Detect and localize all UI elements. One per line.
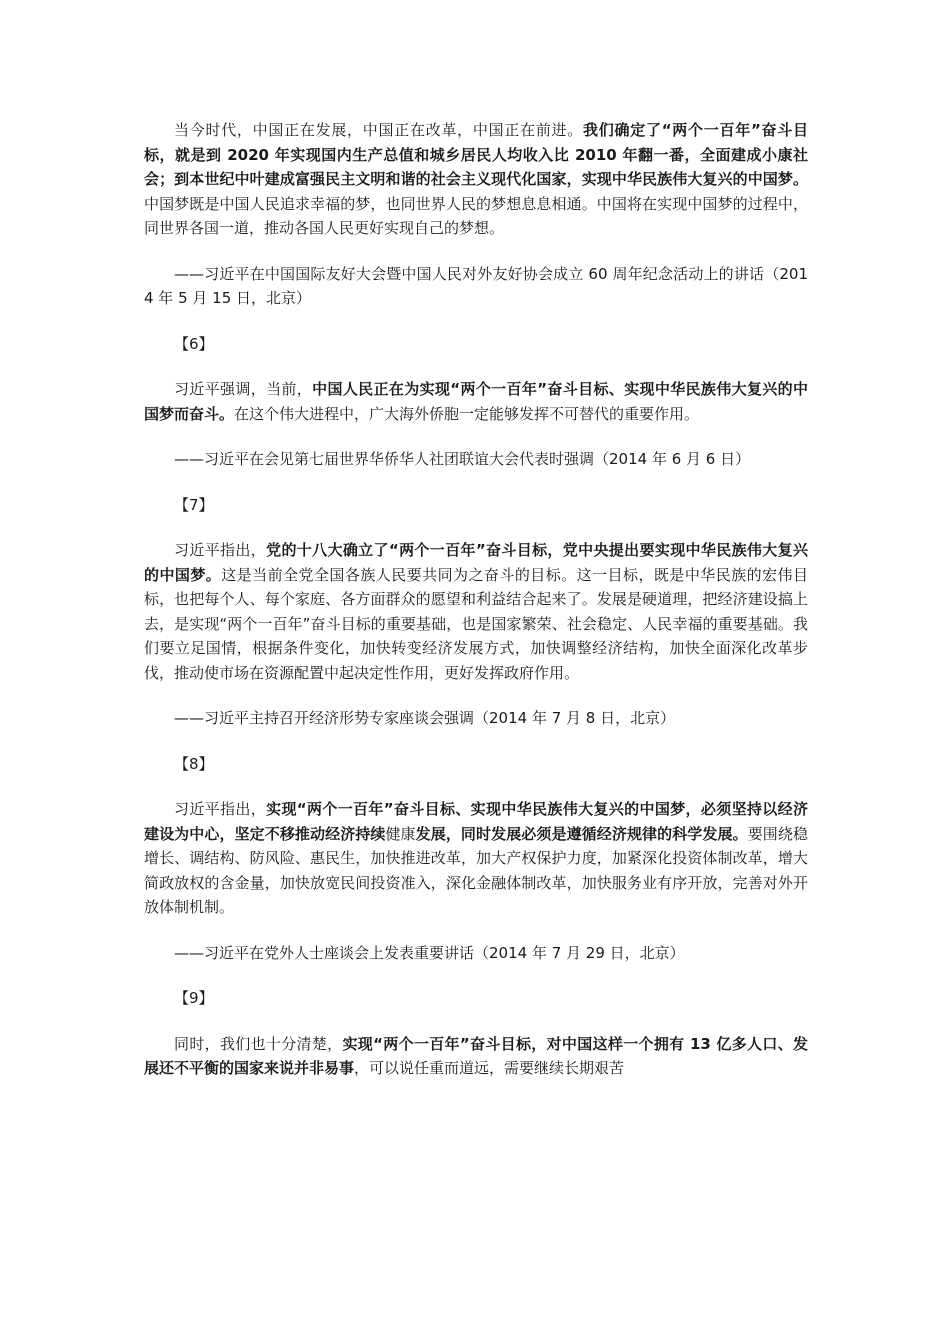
paragraph-3-segment-2-bold: 党的十八大确立了“两个一百年”奋斗目标，党中央提出要实现中华民族伟大复兴的中国梦。	[144, 541, 808, 584]
paragraph-1	[144, 118, 808, 241]
section-marker-6: 【6】	[174, 334, 214, 353]
section-marker-8: 【8】	[174, 754, 214, 773]
paragraph-3-segment-3: 这是当前全党全国各族人民要共同为之奋斗的目标。这一目标，既是中华民族的宏伟目标，也把每个人、每个家庭、各方面群众的愿望和利益结合起来了。发展是硬道理，把经济建设搞上去，是实现“两个一百年”奋斗目标的重要基础，也是国家繁荣、社会稳定、人民幸福的重要基础。我们要立足国情，根据条件变化，加快转变经济发展方式，加快调整经济结构，加快全面深化改革步伐，推动使市场在资源配置中起决定性作用，更好发挥政府作用。	[144, 565, 808, 682]
paragraph-2-segment-2-bold: 中国人民正在为实现“两个一百年”奋斗目标、实现中华民族伟大复兴的中国梦而奋斗。	[144, 380, 808, 423]
paragraph-2	[144, 377, 808, 426]
paragraph-5-segment-2-bold: 实现“两个一百年”奋斗目标，对中国这样一个拥有 13 亿多人口、发展还不平衡的国家来说并非易事	[144, 1034, 808, 1077]
paragraph-1-segment-1: 当今时代，中国正在发展，中国正在改革，中国正在前进。	[174, 121, 584, 139]
paragraph-4-segment-4-bold: 发展，同时发展必须是遵循经济规律的科学发展。	[415, 824, 748, 843]
document-page	[144, 118, 808, 1102]
paragraph-4-segment-2-bold: 实现“两个一百年”奋斗目标、实现中华民族伟大复兴的中国梦，必须坚持以经济建设为中心，坚定不移推动经济持续	[144, 800, 808, 843]
source-citation-2: ——习近平在会见第七届世界华侨华人社团联谊大会代表时强调（2014 年 6 月 6 日）	[174, 450, 751, 468]
paragraph-1-segment-2-bold: 我们确定了“两个一百年”奋斗目标，就是到 2020 年实现国内生产总值和城乡居民人均收入比 2010 年翻一番，全面建成小康社会；到本世纪中叶建成富强民主文明和谐的社会主义现代化国家，实现中华民族伟大复兴的中国梦。	[144, 121, 808, 188]
section-marker-7: 【7】	[174, 495, 214, 514]
paragraph-4-segment-1: 习近平指出，	[174, 800, 267, 818]
source-citation-4: ——习近平在党外人士座谈会上发表重要讲话（2014 年 7 月 29 日，北京）	[174, 943, 685, 962]
paragraph-1-segment-3: 中国梦既是中国人民追求幸福的梦，也同世界人民的梦想息息相通。中国将在实现中国梦的过程中，同世界各国一道，推动各国人民更好实现自己的梦想。	[144, 194, 808, 237]
paragraph-4-segment-5: 要围绕稳增长、调结构、防风险、惠民生，加快推进改革，加大产权保护力度，加紧深化投资体制改革，增大简政放权的含金量，加快放宽民间投资准入，深化金融体制改革，加快服务业有序开放，完善对外开放体制机制。	[144, 824, 808, 916]
section-marker-9: 【9】	[174, 989, 214, 1007]
paragraph-5-segment-1: 同时，我们也十分清楚，	[174, 1034, 343, 1053]
paragraph-3	[144, 538, 808, 685]
paragraph-2-segment-1: 习近平强调，当前，	[174, 380, 313, 398]
paragraph-5-segment-3: ，可以说任重而道远，需要继续长期艰苦	[354, 1059, 625, 1077]
paragraph-5	[144, 1032, 808, 1081]
paragraph-3-segment-1: 习近平指出，	[174, 541, 267, 559]
paragraph-4	[144, 797, 808, 920]
paragraph-2-segment-3: 在这个伟大进程中，广大海外侨胞一定能够发挥不可替代的重要作用。	[234, 404, 700, 423]
paragraph-4-segment-3: 健康	[385, 824, 416, 843]
source-citation-1: ——习近平在中国国际友好大会暨中国人民对外友好协会成立 60 周年纪念活动上的讲话（2014 年 5 月 15 日，北京）	[144, 264, 808, 307]
source-citation-3: ——习近平主持召开经济形势专家座谈会强调（2014 年 7 月 8 日，北京）	[174, 709, 676, 727]
